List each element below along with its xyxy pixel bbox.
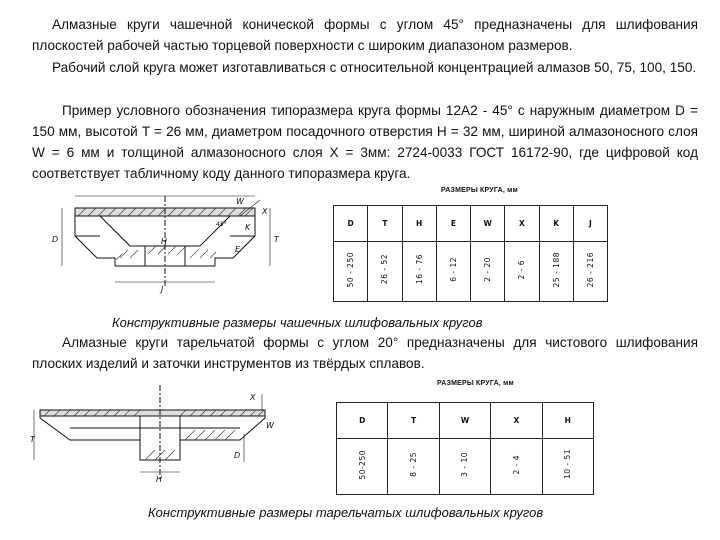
header-cell: T <box>368 206 402 242</box>
value-cell <box>436 242 470 302</box>
label-angle: 45° <box>216 221 227 228</box>
paragraph-cup-wheels: Алмазные круги чашечной конической формы с углом 45° предназначены для шлифования плоскостей рабочей частью торцевой поверхности с широким диапазоном размеров. <box>32 17 698 53</box>
value-cell <box>337 439 388 495</box>
header-cell: D <box>334 206 368 242</box>
value-text: 50 - 250 <box>346 251 356 288</box>
header-cell: D <box>337 403 388 439</box>
value-cell <box>402 242 436 302</box>
header-cell: E <box>436 206 470 242</box>
label-e: E <box>235 245 241 254</box>
header-cell: W <box>439 403 490 439</box>
label-t-plate: T <box>30 435 35 444</box>
value-text: 25 - 188 <box>551 251 561 288</box>
header-cell: J <box>573 206 607 242</box>
header-cell: W <box>471 206 505 242</box>
table-plate-dimensions <box>336 402 594 495</box>
label-x-plate: X <box>250 393 256 402</box>
label-k: K <box>245 223 251 232</box>
value-text: 3 - 10 <box>460 452 470 477</box>
paragraph-example: Пример условного обозначения типоразмера круга формы 12А2 - 45° с наружным диаметром D = 150 мм, высотой T = 26 мм, диаметром посадочного отверстия H = 32 мм, шириной алмазоносного слоя W = 6 мм и толщиной алмазоносного слоя X = 3мм: 2724-0033 ГОСТ 16172-90, где цифровой код соответствует табличному коду данного типоразмера круга. <box>32 103 698 181</box>
caption-plate-wheels: Конструктивные размеры тарельчатых шлифовальных кругов <box>148 505 544 520</box>
value-text: 2 - 6 <box>517 259 527 280</box>
label-h: H <box>161 237 168 246</box>
header-cell: H <box>542 403 593 439</box>
value-text: 6 - 12 <box>448 257 458 282</box>
header-cell: K <box>539 206 573 242</box>
header-cell: X <box>491 403 542 439</box>
table-cup-dimensions <box>333 205 608 302</box>
value-cell <box>491 439 542 495</box>
value-text: 26 - 52 <box>380 254 390 285</box>
value-text: 2 - 20 <box>483 257 493 282</box>
value-cell <box>505 242 539 302</box>
value-text: 26 - 216 <box>585 251 595 288</box>
caption-cup-wheels: Конструктивные размеры чашечных шлифовальных кругов <box>112 315 483 330</box>
label-j: J <box>161 285 164 294</box>
value-cell <box>471 242 505 302</box>
cup-wheel-drawing <box>40 186 300 296</box>
header-cell: H <box>402 206 436 242</box>
label-t: T <box>274 235 279 244</box>
label-h-plate: H <box>156 475 163 484</box>
table-title-plate: РАЗМЕРЫ КРУГА, мм <box>437 380 514 387</box>
label-w-plate: W <box>266 421 274 430</box>
value-text: 16 - 76 <box>414 254 424 285</box>
label-w: W <box>236 197 244 206</box>
value-text: 8 - 25 <box>409 452 419 477</box>
value-cell <box>334 242 368 302</box>
paragraph-plate-wheels: Алмазные круги тарельчатой формы с углом 20° предназначены для чистового шлифования плоских изделий и заточки инструментов из твёрдых сплавов. <box>32 335 698 371</box>
value-text: 2 - 4 <box>511 454 521 475</box>
header-cell: X <box>505 206 539 242</box>
value-cell <box>439 439 490 495</box>
value-text: 10 - 51 <box>563 449 573 480</box>
label-d-plate: D <box>234 451 241 460</box>
value-cell <box>368 242 402 302</box>
header-cell: T <box>388 403 439 439</box>
plate-wheel-drawing <box>30 380 300 490</box>
paragraph-concentration: Рабочий слой круга может изготавливаться с относительной концентрацией алмазов 50, 75, 100, 150. <box>52 60 697 75</box>
table-title-cup: РАЗМЕРЫ КРУГА, мм <box>441 187 518 194</box>
value-text: 50-250 <box>357 449 367 480</box>
value-cell <box>542 439 593 495</box>
label-x: X <box>262 207 268 216</box>
value-cell <box>573 242 607 302</box>
label-d: D <box>52 235 59 244</box>
value-cell <box>388 439 439 495</box>
value-cell <box>539 242 573 302</box>
